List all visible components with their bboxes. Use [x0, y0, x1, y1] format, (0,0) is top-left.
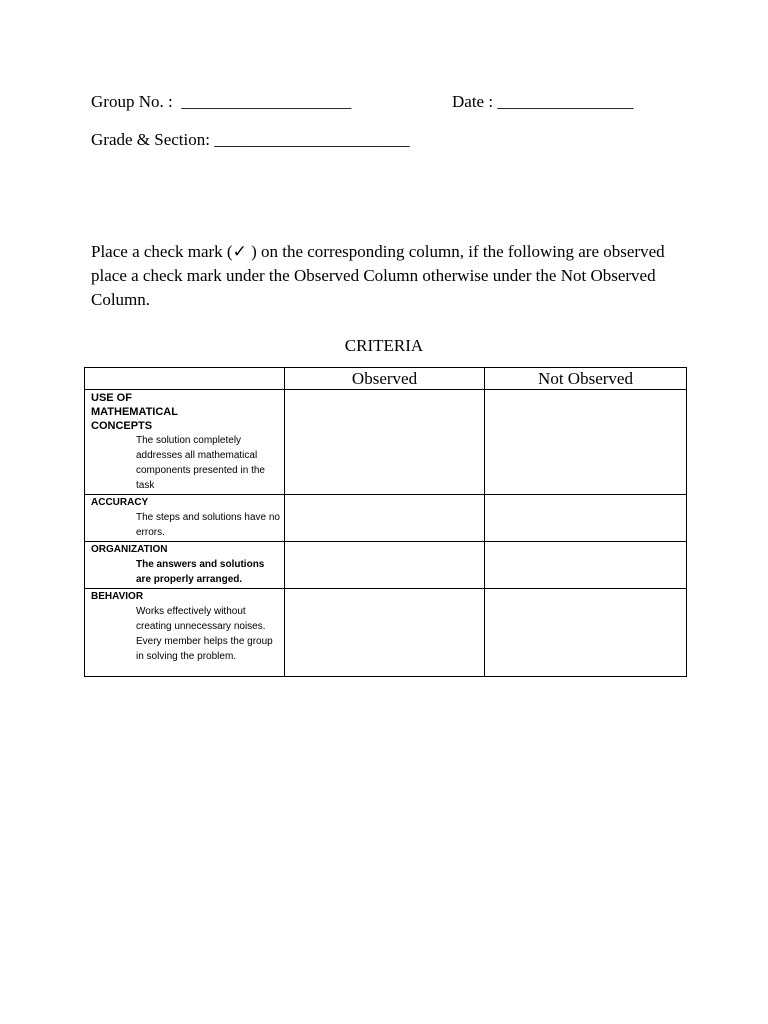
not-observed-cell[interactable]	[485, 589, 687, 677]
not-observed-cell[interactable]	[485, 542, 687, 589]
criterion-description: The answers and solutions are properly arranged.	[136, 559, 265, 585]
criterion-cell	[85, 589, 285, 677]
grade-section-field[interactable]: Grade & Section: _______________________	[91, 130, 410, 149]
observed-cell[interactable]	[285, 589, 485, 677]
header-observed: Observed	[285, 368, 485, 390]
instructions-paragraph: Place a check mark (✓ ) on the corresponding column, if the following are observed place a check mark under the Observed Column otherwise under the Not Observed Column.	[91, 242, 665, 309]
criteria-heading: CRITERIA	[344, 336, 424, 355]
criterion-description: The steps and solutions have no errors.	[136, 512, 280, 538]
observed-cell[interactable]	[285, 542, 485, 589]
criterion-name: USE OF MATHEMATICAL CONCEPTS	[91, 392, 178, 432]
table-row	[85, 390, 687, 495]
group-number-field[interactable]: Group No. : ____________________	[91, 92, 352, 111]
criterion-cell	[85, 495, 285, 542]
table-row	[85, 589, 687, 677]
header-not-observed: Not Observed	[485, 368, 687, 390]
table-row	[85, 542, 687, 589]
table-header-row	[85, 368, 687, 390]
observed-cell[interactable]	[285, 390, 485, 495]
criterion-name: ORGANIZATION	[91, 544, 168, 555]
header-criterion	[85, 368, 285, 390]
criterion-cell	[85, 390, 285, 495]
criterion-description: The solution completely addresses all mathematical components presented in the task	[136, 435, 265, 491]
criterion-description: Works effectively without creating unnecessary noises. Every member helps the group in solving the problem.	[136, 606, 273, 662]
criterion-cell	[85, 542, 285, 589]
criterion-name: ACCURACY	[91, 497, 149, 508]
criterion-name: BEHAVIOR	[91, 591, 144, 602]
observed-cell[interactable]	[285, 495, 485, 542]
date-field[interactable]: Date : ________________	[452, 92, 634, 111]
criteria-table	[84, 367, 687, 677]
table-row	[85, 495, 687, 542]
not-observed-cell[interactable]	[485, 390, 687, 495]
not-observed-cell[interactable]	[485, 495, 687, 542]
